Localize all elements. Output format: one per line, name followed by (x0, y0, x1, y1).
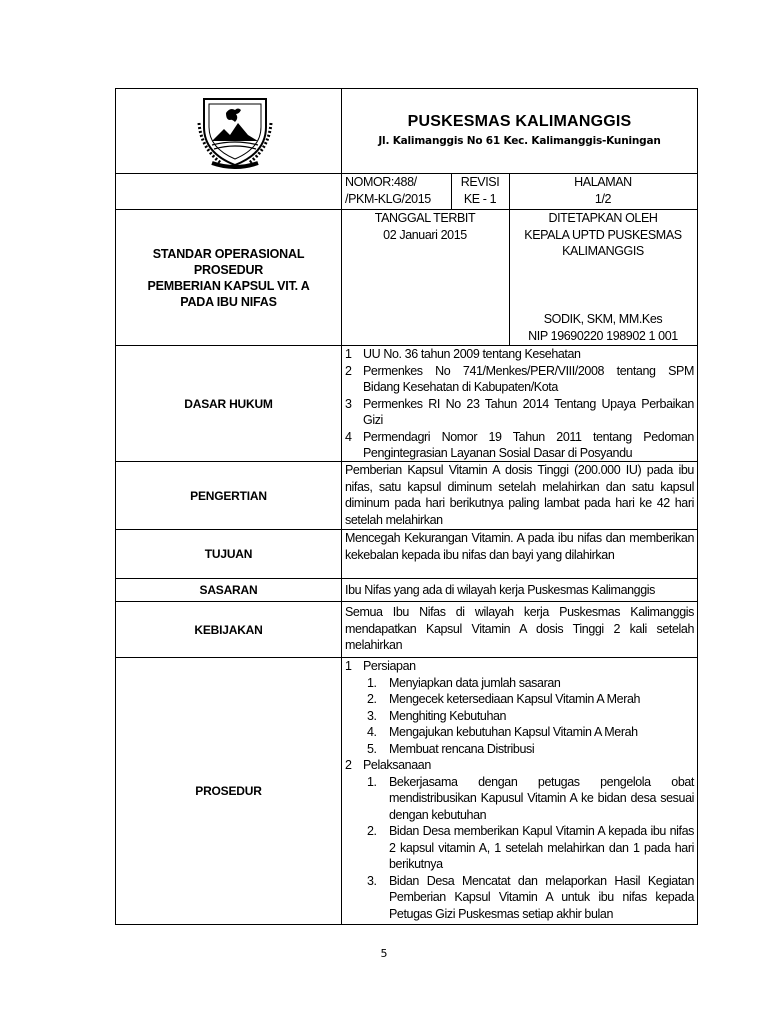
prosedur-group (345, 757, 694, 922)
step-text: Mengajukan kebutuhan Kapsul Vitamin A Merah (389, 725, 638, 739)
pengertian-label: PENGERTIAN (190, 488, 267, 503)
tanggal-label: TANGGAL TERBIT (374, 211, 476, 225)
step-number: 1. (367, 774, 377, 789)
item-text: Permendagri Nomor 19 Tahun 2011 tentang Pedoman Pengintegrasian Layanan Sosial Dasar di Posyandu (363, 429, 694, 460)
sasaran-text: Ibu Nifas yang ada di wilayah kerja Puskesmas Kalimanggis (345, 583, 656, 597)
revisi-label: REVISI (460, 175, 500, 189)
sop-title-line: STANDAR OPERASIONAL (152, 246, 305, 261)
prosedur-step-list (367, 675, 694, 758)
item-text: Permenkes No 741/Menkes/PER/VIII/2008 tentang SPM Bidang Kesehatan di Kabupaten/Kota (363, 363, 694, 394)
prosedur-step-list (367, 774, 694, 923)
item-number: 4 (345, 429, 352, 444)
group-number: 2 (345, 758, 352, 772)
group-title: Persiapan (363, 659, 416, 673)
signer-name: SODIK, SKM, MM.Kes (543, 312, 663, 326)
revisi-value: KE - 1 (463, 191, 497, 206)
step-number: 2. (367, 692, 377, 706)
prosedur-content (345, 658, 694, 922)
item-number: 1 (345, 347, 352, 361)
step-text: Menghiting Kebutuhan (389, 708, 507, 723)
dasar-hukum-item (345, 363, 694, 396)
nomor-value: /PKM-KLG/2015 (345, 191, 431, 206)
signer-nip: NIP 19690220 198902 1 001 (528, 328, 678, 343)
org-address: Jl. Kalimanggis No 61 Kec. Kalimanggis-Kuningan (378, 135, 661, 147)
nomor-label: NOMOR:488/ (345, 175, 417, 189)
dasar-hukum-item (345, 346, 694, 363)
tanggal-value: 02 Januari 2015 (383, 227, 467, 242)
ditetapkan-line: DITETAPKAN OLEH (548, 211, 658, 225)
org-name: PUSKESMAS KALIMANGGIS (407, 113, 632, 130)
sop-title-line: PROSEDUR (193, 262, 264, 277)
step-number: 5. (367, 741, 377, 756)
logo (196, 93, 274, 169)
step-number: 3. (367, 708, 377, 723)
prosedur-step (367, 774, 694, 824)
step-number: 3. (367, 873, 377, 888)
prosedur-group-heading (345, 757, 694, 774)
prosedur-groups (345, 658, 694, 922)
sop-title (116, 210, 341, 345)
prosedur-step (367, 741, 694, 758)
step-text: Bekerjasama dengan petugas pengelola obat mendistribusikan Kapusul Vitamin A ke bidan desa sesuai dengan kebutuhan (389, 774, 694, 822)
dasar-hukum-item (345, 396, 694, 429)
prosedur-step (367, 691, 694, 708)
item-number: 2 (345, 363, 352, 378)
sasaran-label: SASARAN (199, 583, 258, 597)
step-text: Bidan Desa Mencatat dan melaporkan Hasil Kegiatan Pemberian Kapsul Vitamin A untuk ibu nifas kepada Petugas Gizi Puskesmas setiap akhir bulan (389, 873, 694, 921)
prosedur-group-heading (345, 658, 694, 675)
prosedur-step (367, 675, 694, 692)
ditetapkan-cell (509, 210, 697, 260)
halaman-cell (509, 174, 697, 207)
prosedur-label: PROSEDUR (195, 784, 262, 798)
tanggal-cell (341, 210, 509, 243)
kebijakan-text: Semua Ibu Nifas di wilayah kerja Puskesmas Kalimanggis mendapatkan Kapsul Vitamin A dosis Tinggi 2 kali setelah melahirkan (345, 605, 694, 652)
step-number: 2. (367, 824, 377, 838)
dasar-hukum-item (345, 429, 694, 462)
revisi-cell (451, 174, 509, 207)
sop-title-line: PEMBERIAN KAPSUL VIT. A (147, 278, 310, 293)
signer-cell (509, 311, 697, 344)
prosedur-step (367, 823, 694, 873)
prosedur-step (367, 708, 694, 725)
ditetapkan-line: KALIMANGGIS (562, 244, 644, 258)
step-number: 1. (367, 675, 377, 690)
item-text: Permenkes RI No 23 Tahun 2014 Tentang Upaya Perbaikan Gizi (363, 396, 694, 427)
page-number: 5 (380, 947, 388, 960)
group-title: Pelaksanaan (363, 758, 431, 772)
dasar-hukum-content (345, 346, 694, 462)
dasar-hukum-list (345, 346, 694, 462)
kuningan-regency-emblem-icon (196, 93, 274, 169)
item-number: 3 (345, 396, 352, 411)
pengertian-text: Pemberian Kapsul Vitamin A dosis Tinggi (200.000 IU) pada ibu nifas, satu kapsul diminum setelah melahirkan dan satu kapsul diminum pada hari berikutnya paling lambat pada hari ke 42 hari setelah melahirkan (345, 463, 694, 527)
kebijakan-label: KEBIJAKAN (194, 622, 263, 637)
sop-document (115, 88, 698, 925)
prosedur-step (367, 724, 694, 741)
step-number: 4. (367, 725, 377, 739)
step-text: Bidan Desa memberikan Kapul Vitamin A kepada ibu nifas 2 kapsul vitamin A, 1 setelah melahirkan dan 1 pada hari berikutnya (389, 824, 694, 871)
tujuan-label: TUJUAN (204, 547, 253, 561)
org-header (341, 113, 698, 147)
ditetapkan-line: KEPALA UPTD PUSKESMAS (524, 227, 682, 242)
prosedur-group (345, 658, 694, 757)
halaman-label: HALAMAN (574, 175, 632, 189)
step-text: Menyiapkan data jumlah sasaran (389, 675, 561, 690)
prosedur-step (367, 873, 694, 923)
halaman-value: 1/2 (594, 191, 612, 206)
step-text: Membuat rencana Distribusi (389, 741, 535, 756)
nomor-cell (341, 174, 451, 207)
sop-title-line: PADA IBU NIFAS (180, 294, 277, 309)
item-text: UU No. 36 tahun 2009 tentang Kesehatan (363, 347, 581, 361)
dasar-hukum-label: DASAR HUKUM (184, 396, 273, 411)
group-number: 1 (345, 659, 352, 673)
step-text: Mengecek ketersediaan Kapsul Vitamin A Merah (389, 692, 641, 706)
tujuan-text: Mencegah Kekurangan Vitamin. A pada ibu nifas dan memberikan kekebalan kepada ibu nifas dan bayi yang dilahirkan (345, 531, 694, 562)
